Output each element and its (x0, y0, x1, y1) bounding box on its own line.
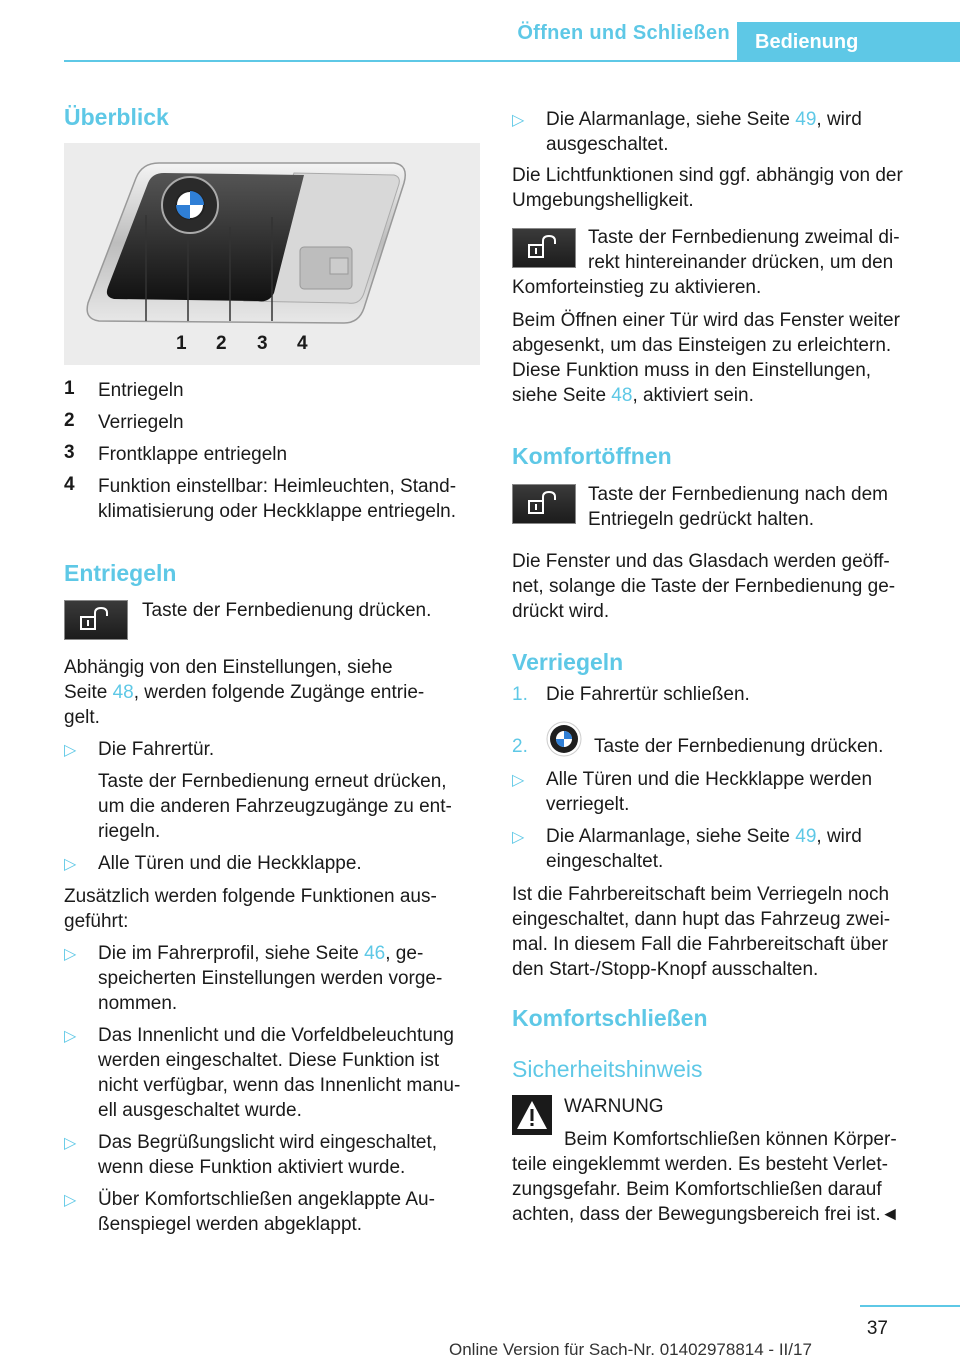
page-header (0, 0, 960, 62)
text: , ge- (385, 943, 424, 964)
door-note-1: Beim Öffnen einer Tür wird das Fenster weiter (512, 310, 900, 331)
bullet-text-cont: ßenspiegel werden abgeklappt. (98, 1214, 363, 1235)
bullet-text-cont: ell ausgeschaltet wurde. (98, 1100, 302, 1121)
step-text: Taste der Fernbedienung drücken. (594, 736, 884, 757)
bullet-icon: ▷ (512, 112, 525, 129)
text: Die Alarmanlage, siehe Seite (546, 826, 796, 847)
unlock-dependency-2 (64, 680, 424, 705)
windows-note-2: net, solange die Taste der Fernbedienung ge- (512, 576, 896, 597)
page-link-48[interactable]: 48 (112, 682, 134, 703)
text: Die im Fahrerprofil, siehe Seite (98, 943, 365, 964)
windows-note-1: Die Fenster und das Glasdach werden geöff- (512, 551, 890, 572)
heading-lock: Verriegeln (512, 649, 624, 675)
text: , wird (816, 826, 862, 847)
illustration-label-3: 3 (257, 333, 268, 354)
heading-safety: Sicherheitshinweis (512, 1056, 703, 1082)
step-text: Die Fahrertür schließen. (546, 684, 750, 705)
warning-text-1: Beim Komfortschließen können Körper- (564, 1129, 897, 1150)
list-text: Entriegeln (98, 380, 184, 401)
windows-note-3: drückt wird. (512, 601, 610, 622)
door-note-3: Diese Funktion muss in den Einstellungen, (512, 360, 872, 381)
unlock-button-icon (512, 484, 576, 524)
bullet-subtext: riegeln. (98, 821, 161, 842)
bullet-text: Das Begrüßungslicht wird eingeschaltet, (98, 1132, 438, 1153)
bullet-subtext: um die anderen Fahrzeugzugänge zu ent- (98, 796, 452, 817)
ready-note-1: Ist die Fahrbereitschaft beim Verriegeln noch (512, 884, 890, 905)
ready-note-3: mal. In diesem Fall die Fahrbereitschaft über (512, 934, 888, 955)
hold-2: Entriegeln gedrückt halten. (588, 509, 815, 530)
bullet-text-cont: nicht verfügbar, wenn das Innenlicht manu- (98, 1075, 461, 1096)
light-note-2: Umgebungshelligkeit. (512, 190, 694, 211)
bullet-text-cont: ausgeschaltet. (546, 134, 669, 155)
bullet-icon: ▷ (64, 856, 77, 873)
hold-1: Taste der Fernbedienung nach dem (588, 484, 888, 505)
text: , wird (816, 109, 862, 130)
door-note-4 (512, 383, 754, 408)
unlock-dependency-3: gelt. (64, 707, 100, 728)
warning-text-2: teile eingeklemmt werden. Es besteht Verlet- (512, 1154, 888, 1175)
footer-rule (860, 1305, 960, 1307)
extra-functions-2: geführt: (64, 911, 129, 932)
illustration-label-1: 1 (176, 333, 187, 354)
twice-3: Komforteinstieg zu aktivieren. (512, 277, 762, 298)
light-note-1: Die Lichtfunktionen sind ggf. abhängig von der (512, 165, 903, 186)
page-link-49[interactable]: 49 (795, 109, 817, 130)
ready-note-4: den Start-/Stopp-Knopf ausschalten. (512, 959, 819, 980)
step-number: 1. (512, 684, 528, 705)
bullet-text-cont: nommen. (98, 993, 178, 1014)
bullet-icon: ▷ (512, 829, 525, 846)
bmw-logo-button-icon (546, 721, 582, 757)
bullet-text: Die Fahrertür. (98, 739, 215, 760)
bullet-text: Über Komfortschließen angeklappte Au- (98, 1189, 435, 1210)
twice-1: Taste der Fernbedienung zweimal di- (588, 227, 900, 248)
bullet-text (546, 824, 862, 849)
list-number: 4 (64, 474, 75, 495)
header-rule (64, 60, 960, 62)
list-number: 1 (64, 378, 75, 399)
key-fob-drawing (64, 143, 480, 365)
twice-2: rekt hintereinander drücken, um den (588, 252, 894, 273)
illustration-label-4: 4 (297, 333, 308, 354)
list-text: Funktion einstellbar: Heimleuchten, Stand- (98, 476, 457, 497)
bullet-icon: ▷ (64, 1028, 77, 1045)
page-link-49[interactable]: 49 (795, 826, 817, 847)
text: Seite (64, 682, 113, 703)
bullet-text (98, 941, 423, 966)
heading-overview: Überblick (64, 104, 169, 130)
text: , aktiviert sein. (632, 385, 754, 406)
heading-comfort-open: Komfortöffnen (512, 443, 672, 469)
bullet-text-cont: wenn diese Funktion aktiviert wurde. (98, 1157, 406, 1178)
list-number: 2 (64, 410, 75, 431)
extra-functions-1: Zusätzlich werden folgende Funktionen aus- (64, 886, 437, 907)
list-text: Verriegeln (98, 412, 184, 433)
list-number: 3 (64, 442, 75, 463)
bullet-text: Das Innenlicht und die Vorfeldbeleuchtung (98, 1025, 454, 1046)
door-note-2: abgesenkt, um das Einsteigen zu erleichtern. (512, 335, 892, 356)
bullet-text-cont: verriegelt. (546, 794, 630, 815)
bullet-icon: ▷ (64, 946, 77, 963)
heading-unlock: Entriegeln (64, 560, 177, 586)
list-text-cont: klimatisierung oder Heckklappe entriegeln. (98, 501, 457, 522)
header-chapter-tab: Bedienung (737, 22, 960, 62)
bullet-text-cont: eingeschaltet. (546, 851, 664, 872)
text: siehe Seite (512, 385, 612, 406)
bullet-icon: ▷ (512, 772, 525, 789)
header-section-title: Öffnen und Schließen (517, 22, 730, 44)
page-number: 37 (866, 1318, 888, 1339)
bullet-icon: ▷ (64, 742, 77, 759)
warning-icon (512, 1095, 552, 1135)
unlock-button-icon (512, 228, 576, 268)
text: , werden folgende Zugänge entrie- (133, 682, 425, 703)
page-link-48[interactable]: 48 (611, 385, 633, 406)
bullet-icon: ▷ (64, 1192, 77, 1209)
bullet-text-cont: werden eingeschaltet. Diese Funktion ist (98, 1050, 440, 1071)
bullet-subtext: Taste der Fernbedienung erneut drücken, (98, 771, 447, 792)
heading-comfort-close: Komfortschließen (512, 1005, 708, 1031)
unlock-instruction: Taste der Fernbedienung drücken. (142, 600, 432, 621)
text: Die Alarmanlage, siehe Seite (546, 109, 796, 130)
bullet-text (546, 107, 862, 132)
online-version-note: Online Version für Sach-Nr. 01402978814 - II/17 (449, 1340, 812, 1359)
step-number: 2. (512, 736, 528, 757)
bullet-text: Alle Türen und die Heckklappe werden (546, 769, 873, 790)
list-text: Frontklappe entriegeln (98, 444, 288, 465)
illustration-label-2: 2 (216, 333, 227, 354)
bullet-icon: ▷ (64, 1135, 77, 1152)
key-fob-illustration (64, 143, 480, 365)
bullet-text-cont: speicherten Einstellungen werden vorge- (98, 968, 443, 989)
warning-title: WARNUNG (564, 1096, 664, 1117)
warning-text-4: achten, dass der Bewegungsbereich frei ist.◄ (512, 1204, 900, 1225)
warning-text-3: zungsgefahr. Beim Komfortschließen darauf (512, 1179, 882, 1200)
ready-note-2: eingeschaltet, dann hupt das Fahrzeug zwei- (512, 909, 891, 930)
unlock-dependency-1: Abhängig von den Einstellungen, siehe (64, 657, 393, 678)
unlock-button-icon (64, 600, 128, 640)
page-link-46[interactable]: 46 (364, 943, 386, 964)
bullet-text: Alle Türen und die Heckklappe. (98, 853, 362, 874)
